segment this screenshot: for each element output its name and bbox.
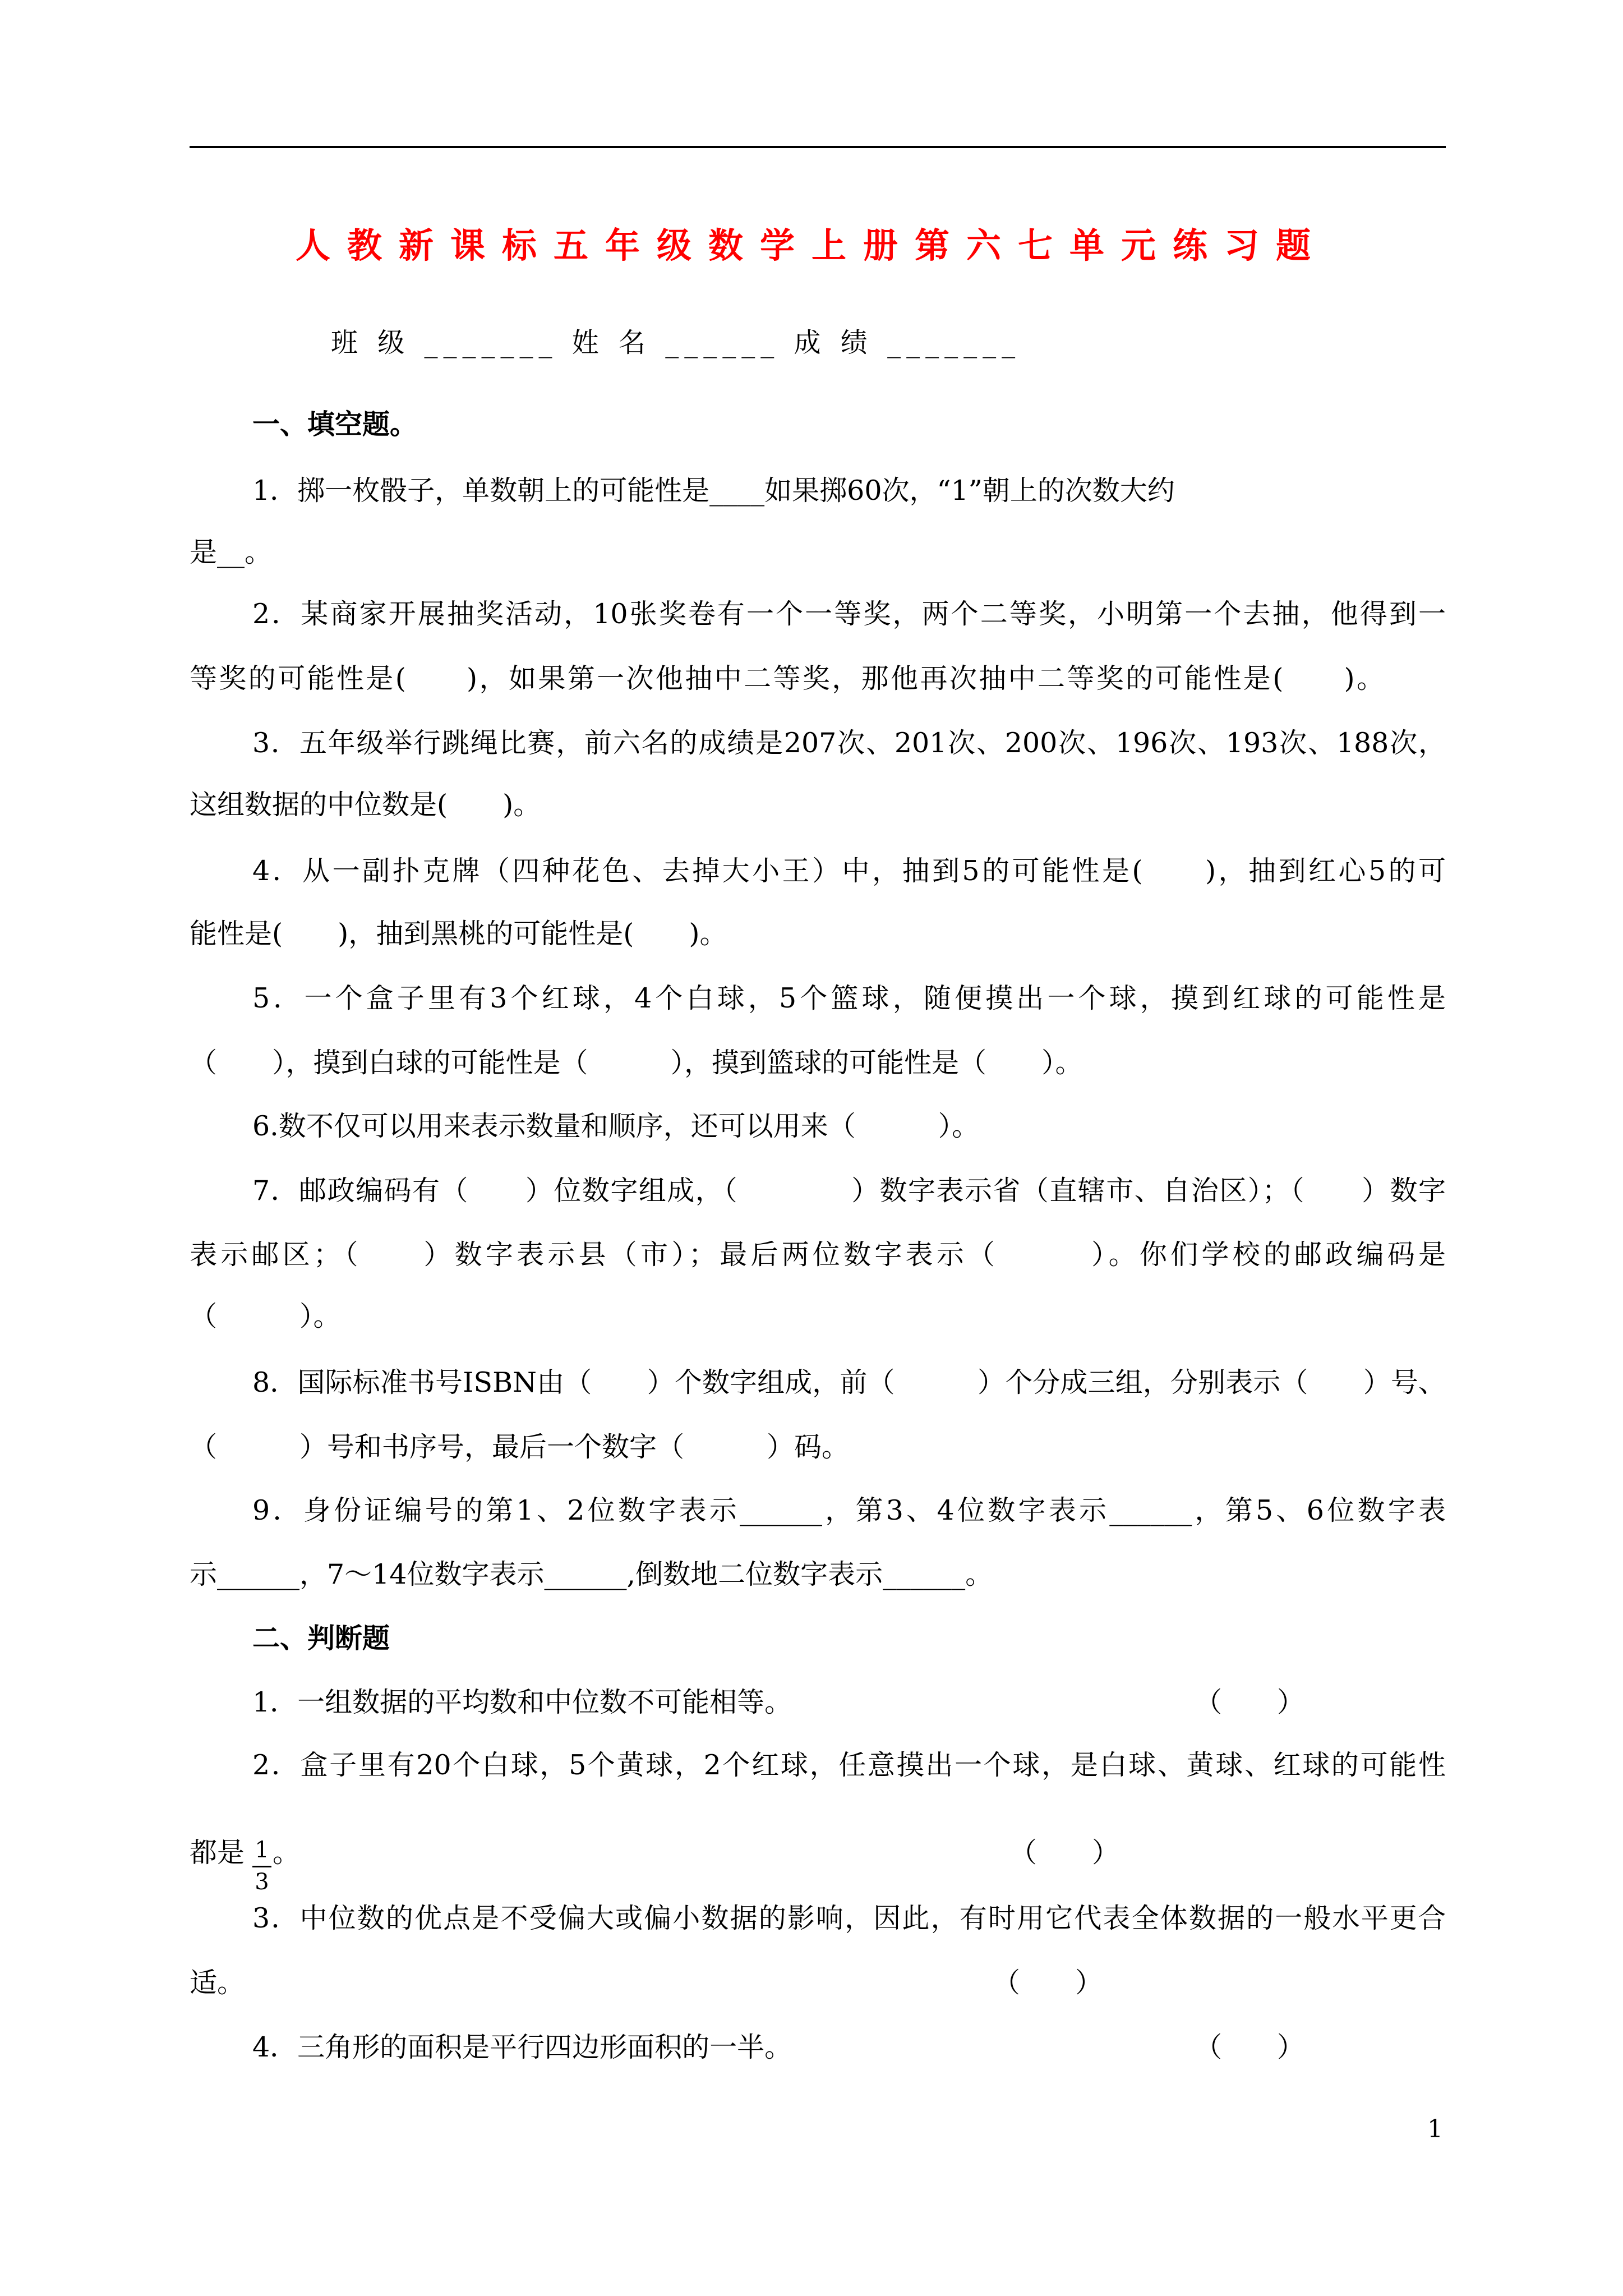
judge-2-line-2-end: 。 bbox=[273, 1837, 301, 1869]
question-7-line-3: （ ）。 bbox=[190, 1300, 341, 1332]
judge-2-line-2: 都是 bbox=[190, 1837, 245, 1869]
judge-1-text: 1．一组数据的平均数和中位数不可能相等。 bbox=[252, 1686, 792, 1718]
section-heading-fill: 一、填空题。 bbox=[252, 408, 418, 440]
question-1-line-1: 1．掷一枚骰子，单数朝上的可能性是____如果掷60次，“1”朝上的次数大约 bbox=[252, 475, 1175, 507]
question-1-line-2: 是__。 bbox=[190, 536, 273, 568]
question-4-line-2: 能性是( )，抽到黑桃的可能性是( )。 bbox=[190, 918, 727, 950]
question-7-line-1: 7．邮政编码有（ ）位数字组成，（ ）数字表示省（直辖市、自治区）；（ ）数字 bbox=[252, 1175, 1446, 1207]
question-5-line-2: （ ），摸到白球的可能性是（ ），摸到篮球的可能性是（ ）。 bbox=[190, 1047, 1083, 1079]
fraction-one-third bbox=[252, 1839, 271, 1893]
section-heading-judge: 二、判断题 bbox=[252, 1622, 390, 1654]
question-5-line-1: 5．一个盒子里有3个红球，4个白球，5个篮球，随便摸出一个球，摸到红球的可能性是 bbox=[252, 982, 1446, 1014]
fraction-bar bbox=[252, 1866, 271, 1867]
page-title: 人教新课标五年级数学上册第六七单元练习题 bbox=[295, 225, 1327, 266]
header-rule bbox=[190, 146, 1446, 148]
judge-3-answer-parens: （ ） bbox=[993, 1967, 1103, 1999]
judge-1-answer-parens: （ ） bbox=[1195, 1686, 1305, 1718]
judge-4-answer-parens: （ ） bbox=[1195, 2031, 1305, 2063]
question-2-line-1: 2．某商家开展抽奖活动，10张奖卷有一个一等奖，两个二等奖，小明第一个去抽，他得到一 bbox=[252, 598, 1446, 630]
question-4-line-1: 4．从一副扑克牌（四种花色、去掉大小王）中，抽到5的可能性是( )，抽到红心5的可 bbox=[252, 855, 1446, 887]
judge-3-line-1: 3．中位数的优点是不受偏大或偏小数据的影响，因此，有时用它代表全体数据的一般水平更合 bbox=[252, 1902, 1446, 1934]
judge-2-line-1: 2．盒子里有20个白球，5个黄球，2个红球，任意摸出一个球，是白球、黄球、红球的可能性 bbox=[252, 1749, 1446, 1781]
judge-3-line-2: 适。 bbox=[190, 1967, 245, 1999]
student-info-line: 班 级 _______ 姓 名 ______ 成 绩 _______ bbox=[331, 327, 1021, 358]
fraction-denominator: 3 bbox=[255, 1869, 269, 1895]
question-3-line-2: 这组数据的中位数是( )。 bbox=[190, 789, 541, 821]
judge-2-answer-parens: （ ） bbox=[1009, 1837, 1120, 1869]
question-8-line-1: 8．国际标准书号ISBN由（ ）个数字组成，前（ ）个分成三组，分别表示（ ）号、 bbox=[252, 1366, 1446, 1398]
question-9-line-1: 9．身份证编号的第1、2位数字表示______，第3、4位数字表示______，第5、6位数字表 bbox=[252, 1494, 1446, 1526]
page-number: 1 bbox=[1427, 2115, 1443, 2143]
fraction-numerator: 1 bbox=[255, 1837, 269, 1863]
judge-4-text: 4．三角形的面积是平行四边形面积的一半。 bbox=[252, 2031, 792, 2063]
question-9-line-2: 示______，7～14位数字表示______,倒数地二位数字表示______。 bbox=[190, 1558, 993, 1590]
question-6: 6.数不仅可以用来表示数量和顺序，还可以用来（ ）。 bbox=[252, 1110, 980, 1142]
question-2-line-2: 等奖的可能性是( )，如果第一次他抽中二等奖，那他再次抽中二等奖的可能性是( )。 bbox=[190, 662, 1384, 694]
question-7-line-2: 表示邮区；（ ）数字表示县（市）；最后两位数字表示（ ）。你们学校的邮政编码是 bbox=[190, 1239, 1446, 1271]
question-8-line-2: （ ）号和书序号，最后一个数字（ ）码。 bbox=[190, 1431, 850, 1463]
question-3-line-1: 3．五年级举行跳绳比赛，前六名的成绩是207次、201次、200次、196次、193次、188次， bbox=[252, 727, 1446, 759]
